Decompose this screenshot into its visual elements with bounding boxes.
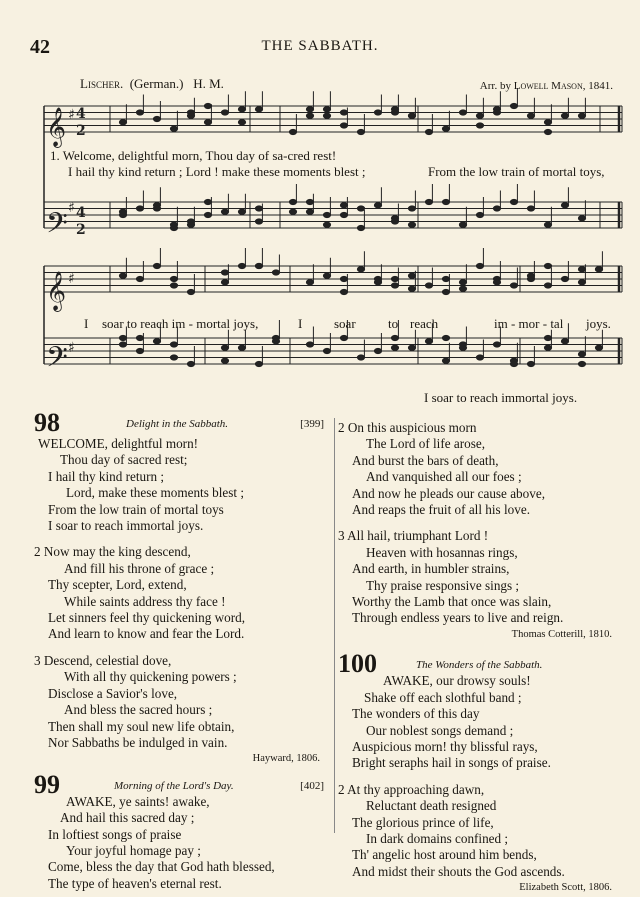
bass-clef-icon: 𝄢 [46,207,68,247]
note-head [357,355,364,360]
hymn-99-heading [34,769,324,799]
note-head [136,348,143,353]
note-head [544,120,551,125]
hymn-title: Morning of the Lord's Day. [114,779,234,792]
verse-line: Nor Sabbaths be indulged in vain. [48,734,228,750]
verse-line: 3 All hail, triumphant Lord ! [338,528,489,544]
note-head [459,222,466,227]
sharp-icon: ♯ [68,200,75,216]
verse-line: The Lord of life arose, [366,436,486,452]
note-head [153,263,160,268]
verse-line: Through endless years to live and reign. [352,610,564,626]
note-head [136,110,143,115]
note-head [561,113,568,118]
lyric-syllable: to [388,316,399,331]
note-head [323,107,330,112]
verse-line: Let sinners feel thy quickening word, [48,610,246,626]
verse-line: AWAKE, our drowsy souls! [383,673,531,689]
note-head [272,270,279,275]
hymn-author: Elizabeth Scott, 1806. [519,882,612,894]
verse-line: In loftiest songs of praise [48,826,182,842]
note-head [136,335,143,340]
hymn-100-stanza-1 [338,673,616,771]
note-head [187,361,194,366]
note-head [493,110,500,115]
note-head [391,216,398,221]
note-head [323,273,330,278]
note-head [544,263,551,268]
lyric-line: From the low train of mortal toys, [428,164,605,179]
note-head [510,361,517,366]
note-head [119,120,126,125]
hymn-ref: [402] [300,779,324,792]
verse-line: 2 Now may the king descend, [34,544,191,560]
time-signature-bottom: 2 [76,222,86,238]
lyric-syllable: I [84,316,89,331]
verse-line: AWAKE, ye saints! awake, [66,793,210,809]
verse-line: With all thy quickening powers ; [64,669,237,685]
note-head [442,358,449,363]
note-head [357,206,364,211]
treble-clef-icon: 𝄞 [46,107,67,147]
arranger-name: Lowell Mason, [513,80,586,92]
note-head [527,273,534,278]
lyric-syllable: I [298,316,303,331]
sharp-icon: ♯ [68,340,75,356]
verse-line: Thy praise responsive sings ; [366,577,520,593]
note-head [119,342,126,347]
lyric-line: I hail thy kind return ; Lord ! make these moments blest ; [68,164,366,179]
note-head [425,339,432,344]
time-signature-bottom: 2 [76,123,86,139]
note-head [187,219,194,224]
note-head [527,113,534,118]
verse-line: Come, bless the day that God hath blessed, [48,859,275,875]
hymn-title: Delight in the Sabbath. [126,418,229,430]
note-head [510,199,517,204]
verse-line: Thou day of sacred rest; [60,452,188,468]
hymn-98-stanza-2-right [338,420,616,518]
note-head [578,352,585,357]
sharp-icon: ♯ [68,271,75,287]
note-head [170,126,177,131]
note-head [119,335,126,340]
note-head [493,342,500,347]
hymn-98-stanza-2 [34,544,324,642]
note-head [238,345,245,350]
note-head [459,280,466,285]
note-head [170,283,177,288]
note-head [187,289,194,294]
note-head [391,335,398,340]
verse-line: 2 On this auspicious morn [338,420,477,435]
running-title: THE SABBATH. [261,38,379,54]
note-head [374,110,381,115]
hymn-number: 100 [338,649,377,679]
note-head [255,263,262,268]
lyric-syllable: reach [410,316,439,331]
note-head [221,110,228,115]
note-head [170,342,177,347]
note-head [221,270,228,275]
verse-line: And bless the sacred hours ; [64,702,213,718]
note-head [374,276,381,281]
note-head [119,273,126,278]
note-head [323,212,330,217]
note-head [578,280,585,285]
note-head [544,345,551,350]
note-head [357,225,364,230]
tune-meter: H. M. [193,76,224,91]
hymn-98-heading [34,408,324,437]
note-head [391,276,398,281]
hymn-98-stanza-1 [34,436,324,534]
verse-line: While saints address thy face ! [64,593,226,609]
verse-line: Reluctant death resigned [366,798,497,814]
hymn-title: The Wonders of the Sabbath. [416,659,543,672]
note-head [442,126,449,131]
lyric-syllable: soar to reach im - mortal joys, [102,316,259,331]
verse-line: And midst their shouts the God ascends. [352,863,565,879]
note-head [119,209,126,214]
page-number: 42 [30,36,50,58]
arranger-prefix: Arr. by [479,80,514,92]
note-head [408,206,415,211]
left-column [34,410,324,892]
note-head [221,280,228,285]
note-head [136,206,143,211]
music-score [0,0,640,410]
note-head [476,355,483,360]
verse-line: 2 At thy approaching dawn, [338,781,485,797]
note-head [425,283,432,288]
note-head [306,209,313,214]
note-head [527,206,534,211]
note-head [340,110,347,115]
time-signature-top: 4 [76,106,86,122]
note-head [340,289,347,294]
note-head [238,209,245,214]
note-head [323,222,330,227]
verse-line: And vanquished all our foes ; [366,469,522,485]
note-head [153,206,160,211]
verse-line: The type of heaven's eternal rest. [48,875,222,891]
note-head [493,206,500,211]
note-head [476,212,483,217]
note-head [289,199,296,204]
hymn-ref: [399] [300,418,324,430]
treble-clef-icon: 𝄞 [46,271,67,311]
verse-line: 3 Descend, celestial dove, [34,652,172,668]
lyric-syllable: im - mor - tal [494,316,564,331]
hymn-number: 98 [34,408,60,437]
note-head [374,203,381,208]
note-head [544,129,551,134]
note-head [595,345,602,350]
hymn-100-stanza-2 [338,782,616,880]
note-head [510,103,517,108]
verse-line: Th' angelic host around him bends, [352,847,537,863]
note-head [357,129,364,134]
verse-line: Thy scepter, Lord, extend, [48,577,187,593]
note-head [306,280,313,285]
hymn-99-stanza-1 [34,794,324,892]
hymn-100-heading [338,649,616,679]
note-head [340,212,347,217]
note-head [595,267,602,272]
note-head [187,110,194,115]
verse-line: Your joyful homage pay ; [66,842,201,858]
note-head [408,113,415,118]
note-head [221,358,228,363]
note-head [408,345,415,350]
hymn-number: 99 [34,769,60,799]
note-head [204,103,211,108]
hymn-98-stanza-3 [34,653,324,751]
note-head [561,339,568,344]
note-head [323,113,330,118]
note-head [340,123,347,128]
lyric-line: 1. Welcome, delightful morn, Thou day of sa-cred rest! [50,148,337,163]
note-head [442,289,449,294]
note-head [340,335,347,340]
note-head [238,263,245,268]
note-head [578,361,585,366]
note-head [442,335,449,340]
sharp-icon: ♯ [68,107,75,123]
note-head [238,120,245,125]
verse-line: Our noblest songs demand ; [366,722,514,738]
note-head [204,120,211,125]
note-head [476,263,483,268]
note-head [221,209,228,214]
lyric-syllable: joys. [586,316,611,331]
arranger-year: 1841. [588,80,613,92]
note-head [391,107,398,112]
note-head [255,361,262,366]
time-signature-top: 4 [76,205,86,221]
verse-line: In dark domains confined ; [366,830,509,846]
note-head [170,276,177,281]
verse-line: And learn to know and fear the Lord. [48,626,245,642]
note-head [170,225,177,230]
note-head [170,355,177,360]
right-column [338,420,616,897]
note-head [544,283,551,288]
verse-line: I soar to reach immortal joys. [48,518,204,534]
tune-name: Lischer. [80,76,124,91]
note-head [340,203,347,208]
verse-line: Auspicious morn! thy blissful rays, [352,738,538,754]
verse-line: And fill his throne of grace ; [64,560,215,576]
hymn-author: Hayward, 1806. [252,753,320,765]
note-head [408,286,415,291]
column-divider [334,418,335,833]
verse-line: The glorious prince of life, [352,814,494,830]
note-head [425,129,432,134]
verse-line: WELCOME, delightful morn! [38,436,199,451]
note-head [442,199,449,204]
note-head [306,113,313,118]
note-head [561,276,568,281]
note-head [527,361,534,366]
note-head [136,276,143,281]
note-head [578,216,585,221]
note-head [493,280,500,285]
lyric-line-3: I soar to reach immortal joys. [424,390,578,405]
verse-line: And reaps the fruit of all his love. [352,502,530,518]
note-head [323,348,330,353]
note-head [255,107,262,112]
note-head [425,199,432,204]
verse-line: Worthy the Lamb that once was slain, [352,594,552,610]
note-head [459,286,466,291]
verse-line: Bright seraphs hail in songs of praise. [352,755,551,771]
note-head [476,123,483,128]
note-head [306,107,313,112]
note-head [255,219,262,224]
verse-line: Disclose a Savior's love, [48,685,178,701]
tune-origin: (German.) [129,76,184,91]
note-head [374,348,381,353]
verse-line: Shake off each slothful band ; [364,689,522,705]
note-head [544,222,551,227]
verse-line: Lord, make these moments blest ; [66,485,244,501]
note-head [289,209,296,214]
note-head [306,342,313,347]
verse-line: And now he pleads our cause above, [352,485,545,501]
note-head [153,116,160,121]
note-head [476,113,483,118]
note-head [204,212,211,217]
note-head [391,283,398,288]
note-head [306,199,313,204]
lyric-syllable: soar [334,316,356,331]
verse-line: Then shall my soul new life obtain, [48,718,235,734]
note-head [340,276,347,281]
verse-line: I hail thy kind return ; [48,468,165,484]
note-head [289,129,296,134]
note-head [578,113,585,118]
verse-line: And earth, in humbler strains, [352,561,510,577]
verse-line: And hail this sacred day ; [60,810,195,826]
verse-line: And burst the bars of death, [352,452,499,468]
note-head [510,283,517,288]
note-head [272,339,279,344]
bass-clef-icon: 𝄢 [46,341,68,381]
verse-line: The wonders of this day [352,706,480,722]
verse-line: From the low train of mortal toys [48,501,224,517]
note-head [442,276,449,281]
note-head [238,107,245,112]
hymn-author: Thomas Cotterill, 1810. [511,628,612,640]
note-head [408,273,415,278]
note-head [221,345,228,350]
note-head [459,345,466,350]
note-head [408,222,415,227]
note-head [578,267,585,272]
verse-line: Heaven with hosannas rings, [366,544,518,560]
hymn-98-stanza-3-right [338,528,616,626]
note-head [255,206,262,211]
note-head [153,339,160,344]
note-head [357,267,364,272]
note-head [391,345,398,350]
note-head [204,199,211,204]
note-head [544,335,551,340]
note-head [561,203,568,208]
note-head [459,110,466,115]
